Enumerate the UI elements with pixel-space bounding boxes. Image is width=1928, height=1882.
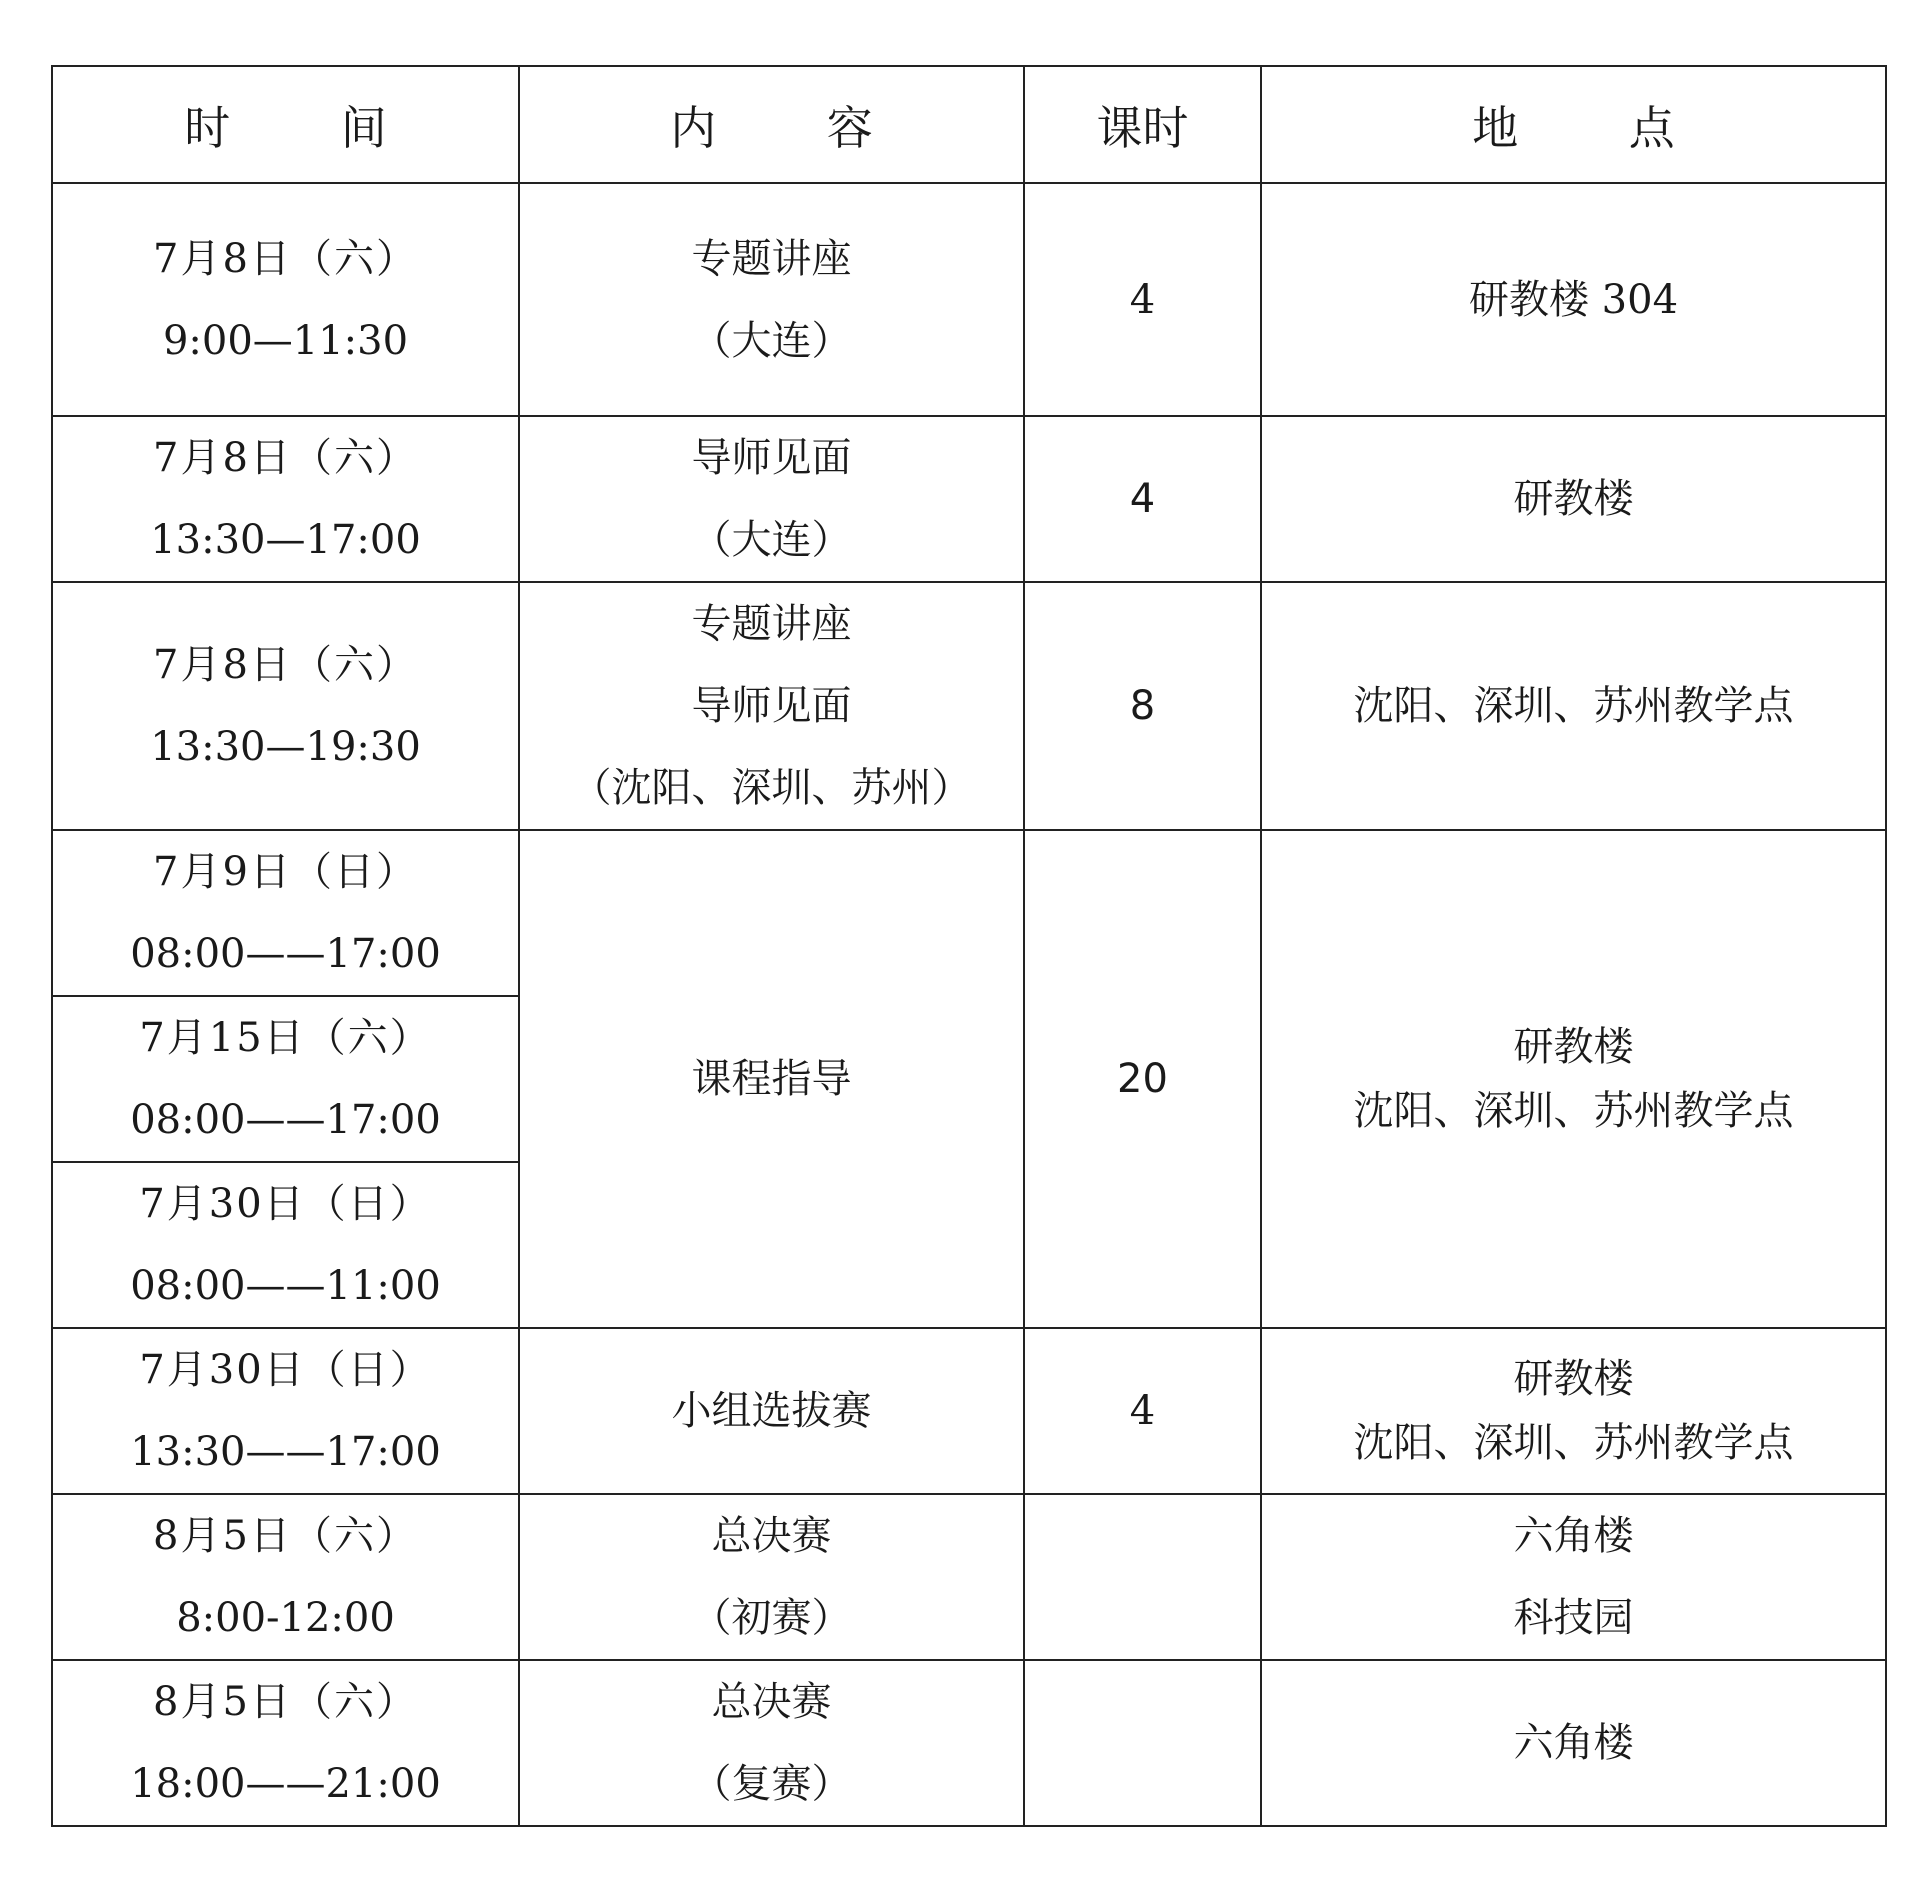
content-line: 专题讲座 (691, 235, 852, 282)
location-line: 研教楼 (1513, 476, 1634, 522)
location-cell (1261, 416, 1886, 582)
location-line: 沈阳、深圳、苏州教学点 (1353, 1088, 1794, 1134)
content-line: （大连） (691, 517, 852, 563)
time-range-text: 13:30——17:00 (130, 1429, 441, 1475)
hours-cell (1024, 582, 1261, 830)
location-line: 研教楼 (1513, 1024, 1634, 1070)
content-cell (519, 1660, 1024, 1826)
time-cell (52, 1328, 519, 1494)
content-cell (519, 582, 1024, 830)
location-line: 科技园 (1513, 1595, 1634, 1641)
hours-cell-merged (1024, 830, 1261, 1328)
time-range-text: 08:00——11:00 (130, 1263, 441, 1309)
location-line: 研教楼 304 (1468, 276, 1679, 323)
location-cell (1261, 1328, 1886, 1494)
date-text: 7月8日（六） (153, 235, 418, 282)
time-cell (52, 183, 519, 416)
date-text: 7月30日（日） (139, 1347, 432, 1393)
time-range-text: 08:00——17:00 (130, 931, 441, 977)
location-cell (1261, 1660, 1886, 1826)
hours-value: 8 (1129, 683, 1156, 729)
header-location: 地 点 (1261, 66, 1886, 183)
time-cell (52, 1660, 519, 1826)
content-cell (519, 416, 1024, 582)
content-line: （沈阳、深圳、苏州） (571, 765, 972, 811)
table-row (52, 1328, 1886, 1494)
content-cell (519, 1328, 1024, 1494)
date-text: 7月9日（日） (153, 849, 418, 895)
content-line: 总决赛 (711, 1513, 832, 1559)
content-line: （大连） (691, 317, 852, 364)
time-cell (52, 1494, 519, 1660)
header-content: 内 容 (519, 66, 1024, 183)
time-range-text: 9:00—11:30 (162, 317, 409, 364)
date-text: 7月8日（六） (153, 642, 418, 688)
time-range-text: 18:00——21:00 (130, 1761, 441, 1807)
time-cell (52, 996, 519, 1162)
content-line: 小组选拔赛 (671, 1388, 872, 1434)
content-line: 课程指导 (691, 1056, 852, 1102)
table-row (52, 183, 1886, 416)
location-line: 沈阳、深圳、苏州教学点 (1353, 1420, 1794, 1466)
location-line: 研教楼 (1513, 1356, 1634, 1402)
time-range-text: 13:30—17:00 (150, 517, 421, 563)
content-line: 导师见面 (691, 683, 852, 729)
table-row (52, 416, 1886, 582)
date-text: 8月5日（六） (153, 1513, 418, 1559)
content-line: （初赛） (691, 1595, 852, 1641)
location-cell (1261, 183, 1886, 416)
date-text: 8月5日（六） (153, 1679, 418, 1725)
time-cell (52, 582, 519, 830)
header-time: 时 间 (52, 66, 519, 183)
hours-value: 4 (1129, 476, 1156, 522)
hours-value: 4 (1129, 1388, 1156, 1434)
location-line: 沈阳、深圳、苏州教学点 (1353, 683, 1794, 729)
content-line: 专题讲座 (691, 601, 852, 647)
content-line: （复赛） (691, 1761, 852, 1807)
schedule-table (51, 65, 1887, 1827)
location-cell (1261, 582, 1886, 830)
time-range-text: 13:30—19:30 (150, 724, 421, 770)
time-range-text: 8:00-12:00 (176, 1595, 395, 1641)
hours-cell (1024, 1328, 1261, 1494)
location-cell (1261, 1494, 1886, 1660)
location-line: 六角楼 (1513, 1720, 1634, 1766)
date-text: 7月15日（六） (139, 1015, 432, 1061)
hours-value: 20 (1117, 1056, 1168, 1102)
time-cell (52, 1162, 519, 1328)
header-hours: 课时 (1024, 66, 1261, 183)
table-row (52, 1494, 1886, 1660)
time-range-text: 08:00——17:00 (130, 1097, 441, 1143)
table-row (52, 830, 1886, 996)
table-row (52, 1660, 1886, 1826)
hours-cell (1024, 1660, 1261, 1826)
hours-cell (1024, 1494, 1261, 1660)
date-text: 7月8日（六） (153, 435, 418, 481)
hours-value: 4 (1129, 276, 1156, 323)
content-line: 总决赛 (711, 1679, 832, 1725)
time-cell (52, 416, 519, 582)
date-text: 7月30日（日） (139, 1181, 432, 1227)
table-row (52, 582, 1886, 830)
content-cell (519, 1494, 1024, 1660)
time-cell (52, 830, 519, 996)
hours-cell (1024, 416, 1261, 582)
header-row (52, 66, 1886, 183)
content-cell (519, 183, 1024, 416)
location-cell-merged (1261, 830, 1886, 1328)
content-line: 导师见面 (691, 435, 852, 481)
content-cell-merged (519, 830, 1024, 1328)
location-line: 六角楼 (1513, 1513, 1634, 1559)
hours-cell (1024, 183, 1261, 416)
